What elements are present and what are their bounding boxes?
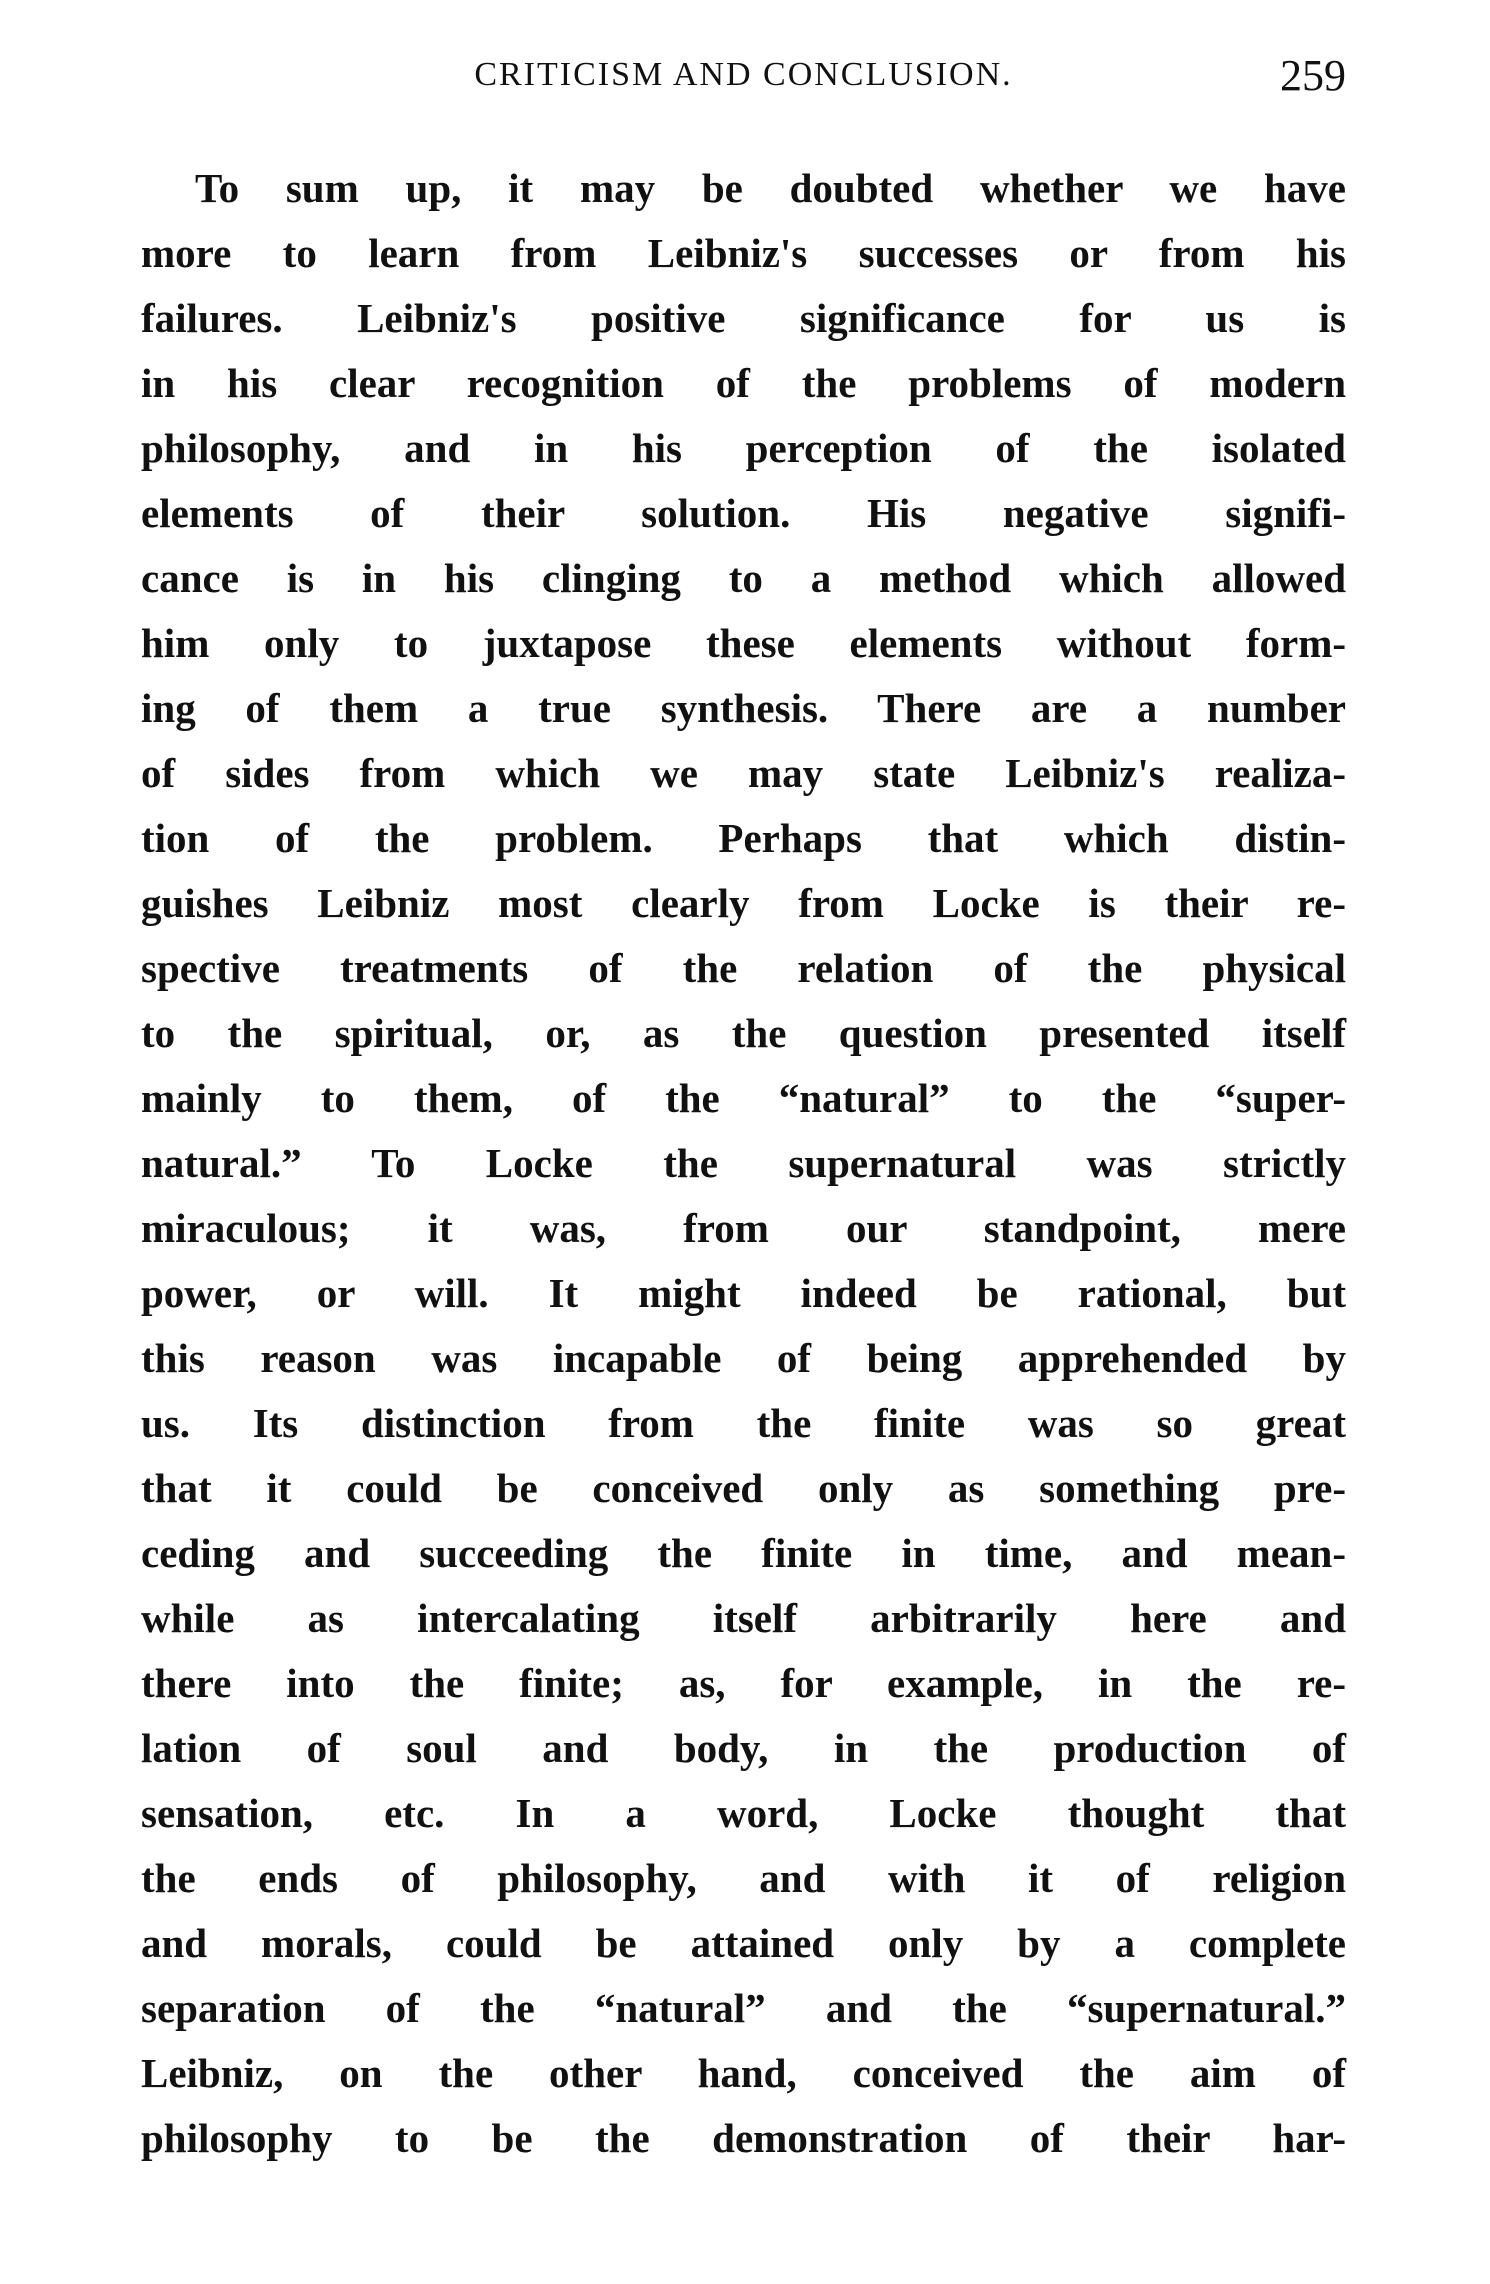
text-line: separation of the “natural” and the “supernatural.” — [141, 1985, 1346, 2031]
text-line: sensation, etc. In a word, Locke thought that — [141, 1790, 1346, 1836]
text-line: this reason was incapable of being apprehended by — [141, 1335, 1346, 1381]
text-line: failures. Leibniz's positive significance for us is — [141, 295, 1346, 341]
text-line: power, or will. It might indeed be rational, but — [141, 1270, 1346, 1316]
text-line: there into the finite; as, for example, in the re- — [141, 1660, 1346, 1706]
page-number: 259 — [1280, 51, 1346, 100]
running-title: CRITICISM AND CONCLUSION. — [474, 56, 1013, 93]
text-line: of sides from which we may state Leibniz's realiza- — [141, 750, 1346, 796]
text-line: tion of the problem. Perhaps that which distin- — [141, 815, 1346, 861]
text-line: him only to juxtapose these elements without form- — [141, 620, 1346, 666]
text-line: miraculous; it was, from our standpoint, mere — [141, 1205, 1346, 1251]
text-line: philosophy to be the demonstration of their har- — [141, 2115, 1346, 2161]
text-line: Leibniz, on the other hand, conceived the aim of — [141, 2050, 1346, 2096]
text-line: while as intercalating itself arbitrarily here and — [141, 1595, 1346, 1641]
text-line: in his clear recognition of the problems of modern — [141, 360, 1346, 406]
text-line: cance is in his clinging to a method which allowed — [141, 555, 1346, 601]
text-line: and morals, could be attained only by a complete — [141, 1920, 1346, 1966]
text-line: philosophy, and in his perception of the isolated — [141, 425, 1346, 471]
text-line: ceding and succeeding the finite in time, and mean- — [141, 1530, 1346, 1576]
text-line: ing of them a true synthesis. There are a number — [141, 685, 1346, 731]
text-line: us. Its distinction from the finite was so great — [141, 1400, 1346, 1446]
text-line: To sum up, it may be doubted whether we have — [195, 165, 1346, 211]
text-line: spective treatments of the relation of the physical — [141, 945, 1346, 991]
page-header — [141, 50, 1346, 100]
text-line: to the spiritual, or, as the question presented itself — [141, 1010, 1346, 1056]
text-line: more to learn from Leibniz's successes or from his — [141, 230, 1346, 276]
text-line: guishes Leibniz most clearly from Locke is their re- — [141, 880, 1346, 926]
text-line: that it could be conceived only as something pre- — [141, 1465, 1346, 1511]
text-line: the ends of philosophy, and with it of religion — [141, 1855, 1346, 1901]
text-line: lation of soul and body, in the production of — [141, 1725, 1346, 1771]
body-paragraph — [141, 156, 1346, 2171]
text-line: mainly to them, of the “natural” to the “super- — [141, 1075, 1346, 1121]
text-line: elements of their solution. His negative signifi- — [141, 490, 1346, 536]
text-line: natural.” To Locke the supernatural was strictly — [141, 1140, 1346, 1186]
